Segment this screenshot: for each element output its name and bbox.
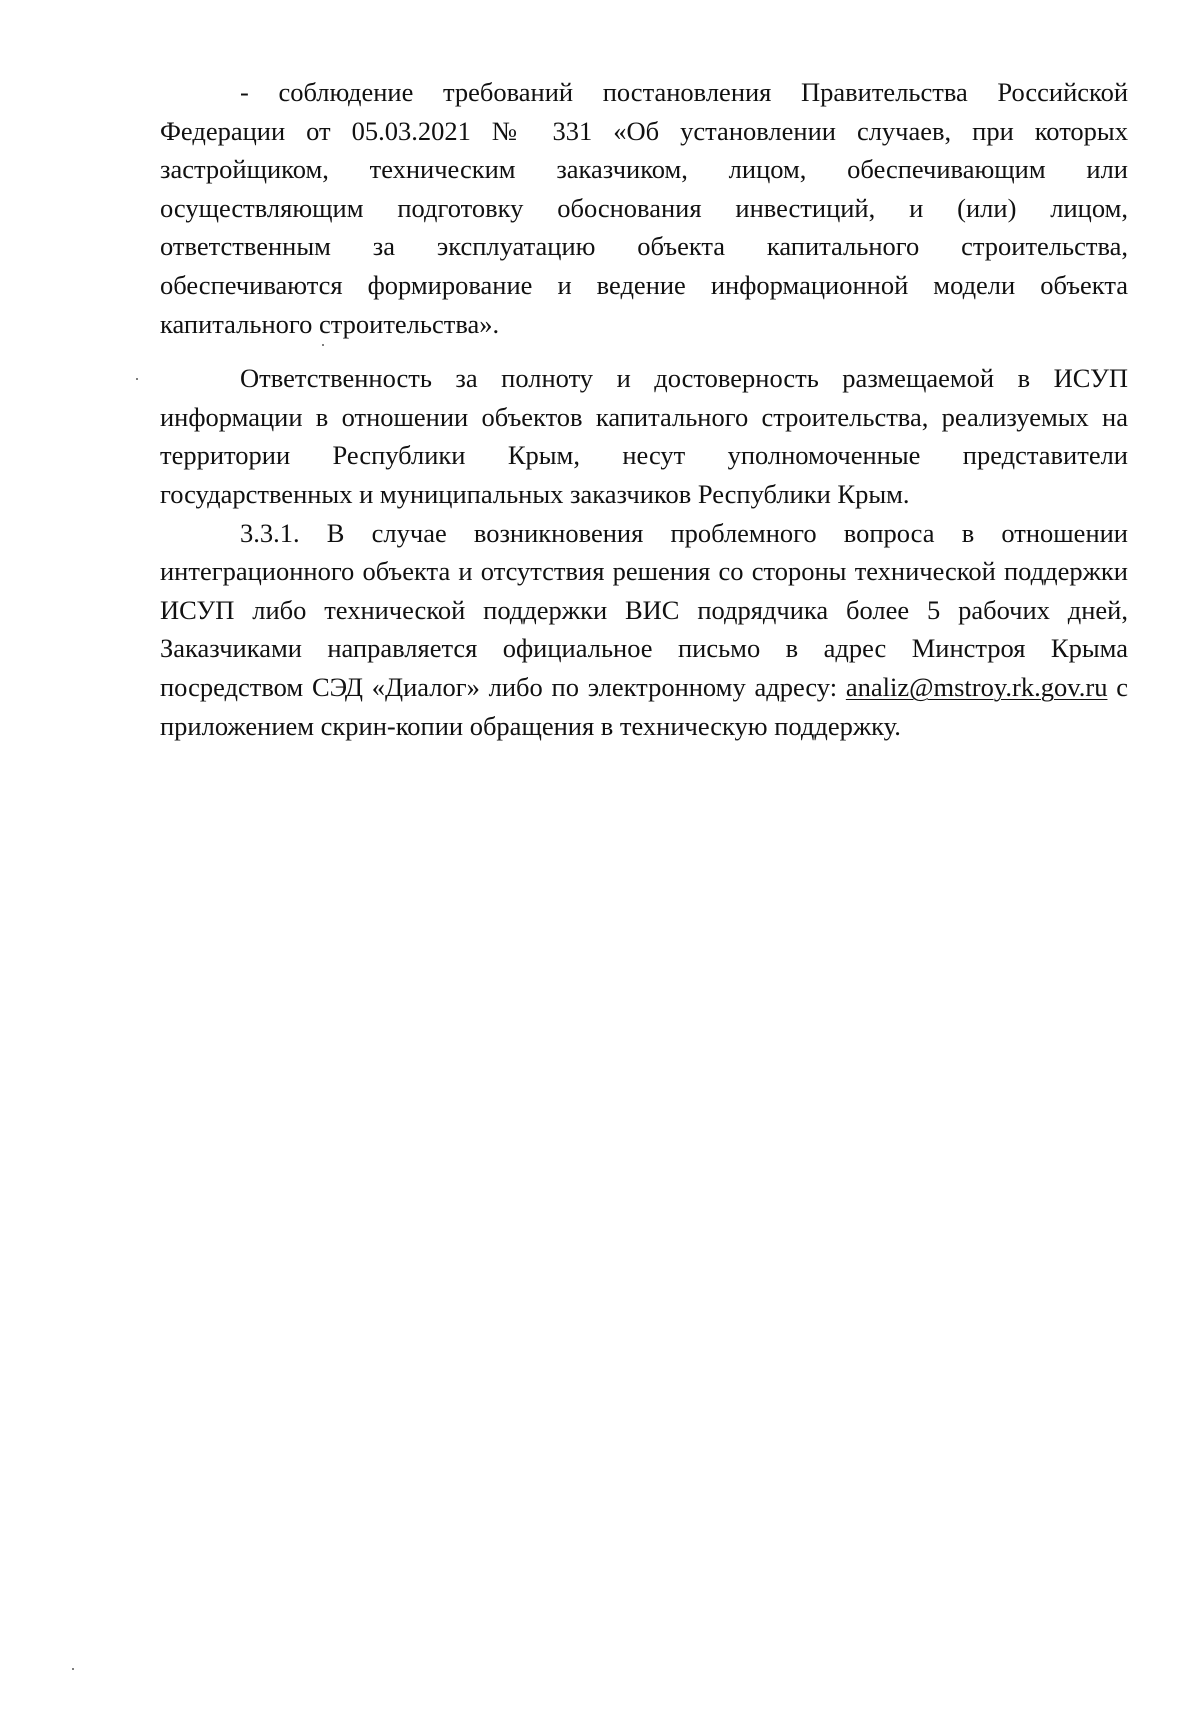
email-link[interactable]: analiz@mstroy.rk.gov.ru	[845, 671, 1108, 702]
paragraph-3-3-1-tail-text: с приложением скрин-копии обращения в техническую поддержку.	[160, 671, 1129, 741]
scan-speck	[72, 1668, 74, 1670]
scan-speck	[322, 344, 324, 346]
paragraph-regulation-requirements: - соблюдение требований постановления Правительства Российской Федерации от 05.03.2021 № 331 «Об установлении случаев, при которых застройщиком, техническим заказчиком, лицом, обеспечивающим или осуществляющим подготовку обоснования инвестиций, и (или) лицом, ответственным за эксплуатацию объекта капитального строительства, обеспечиваются формирование и ведение информационной модели объекта капитального строительства».	[160, 77, 1128, 339]
paragraph-3-3-1	[160, 514, 1128, 746]
paragraph-responsibility: Ответственность за полноту и достоверность размещаемой в ИСУП информации в отношении объектов капитального строительства, реализуемых на территории Республики Крым, несут уполномоченные представители государственных и муниципальных заказчиков Республики Крым.	[160, 363, 1128, 509]
document-body	[160, 73, 1128, 745]
paragraph-3-3-1-lead-text: 3.3.1. В случае возникновения проблемного вопроса в отношении интеграционного объекта и отсутствия решения со стороны технической поддержки ИСУП либо технической поддержки ВИС подрядчика более 5 рабочих дней, Заказчиками направляется официальное письмо в адрес Минстроя Крыма посредством СЭД «Диалог» либо по электронному адресу:	[160, 517, 1128, 702]
scan-speck	[136, 378, 138, 380]
